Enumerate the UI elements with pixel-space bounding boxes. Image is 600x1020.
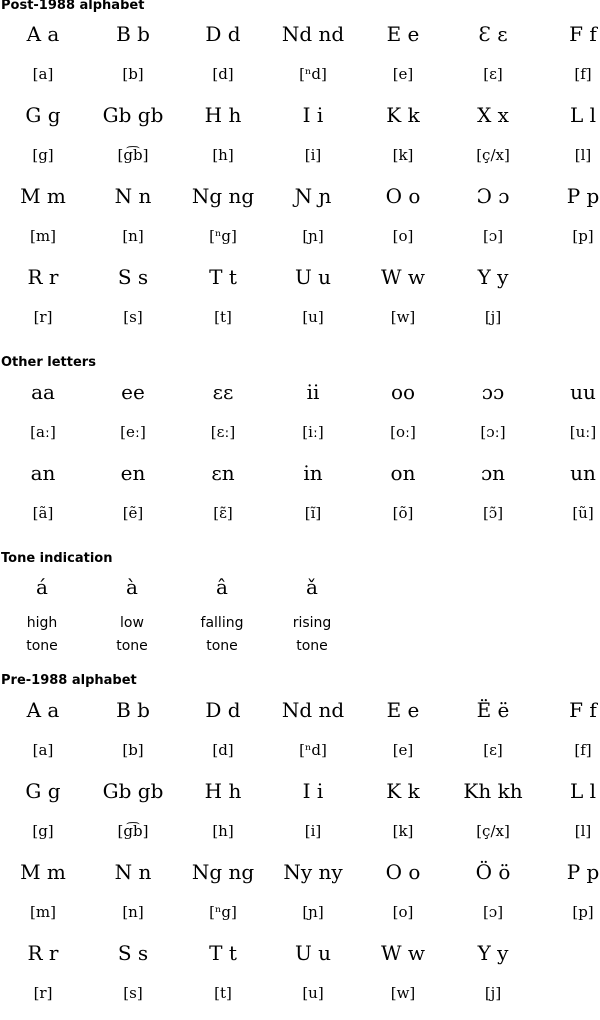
ipa-transcription: [k] [392,822,414,840]
letter-glyph: F f [569,22,597,46]
letter-glyph: P p [566,184,600,208]
letter-glyph: G g [25,779,61,803]
letter-glyph: G g [25,103,61,127]
tone-letter: á [36,575,48,599]
letter-glyph: ii [306,380,320,404]
ipa-transcription: [u] [302,984,324,1002]
letter-glyph: ɔn [480,461,506,485]
letter-glyph: P p [566,860,600,884]
letter-glyph: en [120,461,146,485]
ipa-transcription: [ɲ] [302,227,324,245]
alphabet-row [0,378,600,441]
letter-glyph: Ë ë [476,698,510,722]
letter-glyph: R r [27,941,59,965]
letter-glyph: Ɲ ɲ [294,184,332,208]
letter-glyph: T t [209,941,237,965]
ipa-transcription: [ɔ] [482,903,504,921]
ipa-transcription: [p] [572,903,594,921]
letter-glyph: ɛɛ [212,380,234,404]
ipa-transcription: [l] [574,822,592,840]
letter-glyph: ee [121,380,145,404]
alphabet-row [0,459,600,522]
tone-letter: à [126,575,138,599]
letter-glyph: M m [20,860,66,884]
alphabet-row [0,777,600,840]
ipa-transcription: [w] [390,984,416,1002]
letter-glyph: R r [27,265,59,289]
post-1988-alphabet-grid [0,20,600,344]
tone-label: tone [206,638,238,654]
ipa-transcription: [m] [30,903,56,921]
tone-label: rising [292,615,332,631]
ipa-transcription: [ⁿd] [299,65,327,83]
section-heading-post-1988: Post-1988 alphabet [1,0,145,13]
letter-glyph: E e [386,698,420,722]
letter-glyph: Ny ny [283,860,343,884]
letter-glyph: W w [380,941,426,965]
ipa-transcription: [l] [574,146,592,164]
letter-glyph: on [390,461,416,485]
letter-glyph: aa [31,380,55,404]
alphabet-row [0,101,600,164]
letter-glyph: un [570,461,596,485]
ipa-transcription: [s] [123,984,143,1002]
ipa-transcription: [ɛ] [483,65,503,83]
letter-glyph: Y y [477,265,509,289]
letter-glyph: L l [569,779,597,803]
letter-glyph: F f [569,698,597,722]
tone-label: low [120,615,144,631]
ipa-transcription: [ɛ] [483,741,503,759]
section-heading-pre-1988: Pre-1988 alphabet [1,673,137,688]
letter-glyph: K k [386,779,420,803]
ipa-transcription: [ɔ] [482,227,504,245]
letter-glyph: Nd nd [281,698,345,722]
letter-glyph: Gb gb [102,779,164,803]
ipa-transcription: [p] [572,227,594,245]
letter-glyph: D d [205,698,241,722]
letter-glyph: U u [294,265,332,289]
ipa-transcription: [j] [484,308,502,326]
letter-glyph: L l [569,103,597,127]
letter-glyph: an [30,461,56,485]
letter-glyph: X x [477,103,509,127]
ipa-transcription: [g] [32,146,54,164]
ipa-transcription: [m] [30,227,56,245]
letter-glyph: W w [380,265,426,289]
letter-glyph: Nd nd [281,22,345,46]
letter-glyph: A a [26,22,60,46]
ipa-transcription: [s] [123,308,143,326]
ipa-transcription: [e] [392,65,414,83]
ipa-transcription: [eː] [120,423,146,441]
section-heading-tone-indication: Tone indication [1,551,113,566]
other-letters-grid [0,378,600,540]
ipa-transcription: [ɲ] [302,903,324,921]
letter-glyph: E e [386,22,420,46]
tone-indication-grid [0,574,600,656]
letter-glyph: Ɔ ɔ [476,184,510,208]
ipa-transcription: [ĩ] [304,504,322,522]
letter-glyph: S s [117,941,149,965]
letter-glyph: uu [570,380,596,404]
ipa-transcription: [ã] [32,504,54,522]
alphabet-row [0,939,600,1002]
ipa-transcription: [d] [212,65,234,83]
letter-glyph: O o [385,860,421,884]
tone-label: high [26,615,58,631]
letter-glyph: T t [209,265,237,289]
pre-1988-alphabet-grid [0,696,600,1020]
letter-glyph: N n [114,860,152,884]
alphabet-row [0,696,600,759]
ipa-transcription: [n] [122,903,144,921]
letter-glyph: I i [302,779,324,803]
ipa-transcription: [f] [574,65,592,83]
ipa-transcription: [g͡b] [117,146,149,164]
tone-letter: â [216,575,228,599]
tone-letter: ǎ [306,575,318,599]
letter-glyph: B b [116,698,150,722]
ipa-transcription: [o] [392,903,414,921]
ipa-transcription: [ɔː] [480,423,506,441]
ipa-transcription: [e] [392,741,414,759]
ipa-transcription: [i] [304,822,322,840]
letter-glyph: ɔɔ [481,380,505,404]
letter-glyph: H h [204,103,242,127]
letter-glyph: H h [204,779,242,803]
ipa-transcription: [f] [574,741,592,759]
ipa-transcription: [g] [32,822,54,840]
letter-glyph: D d [205,22,241,46]
letter-glyph: I i [302,103,324,127]
ipa-transcription: [b] [122,741,144,759]
letter-glyph: Ö ö [475,860,511,884]
ipa-transcription: [iː] [302,423,324,441]
letter-glyph: Kh kh [463,779,523,803]
letter-glyph: A a [26,698,60,722]
ipa-transcription: [ẽ] [122,504,144,522]
alphabet-row [0,20,600,83]
tone-label: falling [200,615,244,631]
ipa-transcription: [n] [122,227,144,245]
ipa-transcription: [ũ] [572,504,594,522]
ipa-transcription: [b] [122,65,144,83]
ipa-transcription: [a] [32,741,54,759]
ipa-transcription: [ç/x] [476,146,510,164]
ipa-transcription: [j] [484,984,502,1002]
ipa-transcription: [aː] [30,423,56,441]
ipa-transcription: [ɔ̃] [482,504,504,522]
ipa-transcription: [t] [214,984,232,1002]
ipa-transcription: [t] [214,308,232,326]
ipa-transcription: [uː] [569,423,597,441]
letter-glyph: M m [20,184,66,208]
letter-glyph: N n [114,184,152,208]
tone-label: tone [26,638,58,654]
letter-glyph: O o [385,184,421,208]
letter-glyph: ɛn [211,461,235,485]
letter-glyph: Ng ng [191,860,255,884]
letter-glyph: in [303,461,323,485]
ipa-transcription: [u] [302,308,324,326]
letter-glyph: Ɛ ɛ [478,22,508,46]
ipa-transcription: [õ] [392,504,414,522]
letter-glyph: oo [390,380,416,404]
tone-label: tone [296,638,328,654]
letter-glyph: S s [117,265,149,289]
alphabet-row [0,182,600,245]
ipa-transcription: [oː] [390,423,416,441]
letter-glyph: U u [294,941,332,965]
tone-label: tone [116,638,148,654]
ipa-transcription: [g͡b] [117,822,149,840]
letter-glyph: B b [116,22,150,46]
letter-glyph: Gb gb [102,103,164,127]
ipa-transcription: [r] [33,308,53,326]
letter-glyph: Y y [477,941,509,965]
ipa-transcription: [r] [33,984,53,1002]
ipa-transcription: [d] [212,741,234,759]
ipa-transcription: [h] [212,146,234,164]
ipa-transcription: [ɛː] [210,423,236,441]
alphabet-row [0,263,600,326]
ipa-transcription: [h] [212,822,234,840]
section-heading-other-letters: Other letters [1,355,96,370]
ipa-transcription: [ⁿg] [209,903,237,921]
ipa-transcription: [ɛ̃] [213,504,233,522]
ipa-transcription: [w] [390,308,416,326]
ipa-transcription: [ç/x] [476,822,510,840]
ipa-transcription: [a] [32,65,54,83]
ipa-transcription: [k] [392,146,414,164]
alphabet-row [0,858,600,921]
ipa-transcription: [i] [304,146,322,164]
ipa-transcription: [o] [392,227,414,245]
ipa-transcription: [ⁿd] [299,741,327,759]
letter-glyph: K k [386,103,420,127]
letter-glyph: Ng ng [191,184,255,208]
ipa-transcription: [ⁿg] [209,227,237,245]
